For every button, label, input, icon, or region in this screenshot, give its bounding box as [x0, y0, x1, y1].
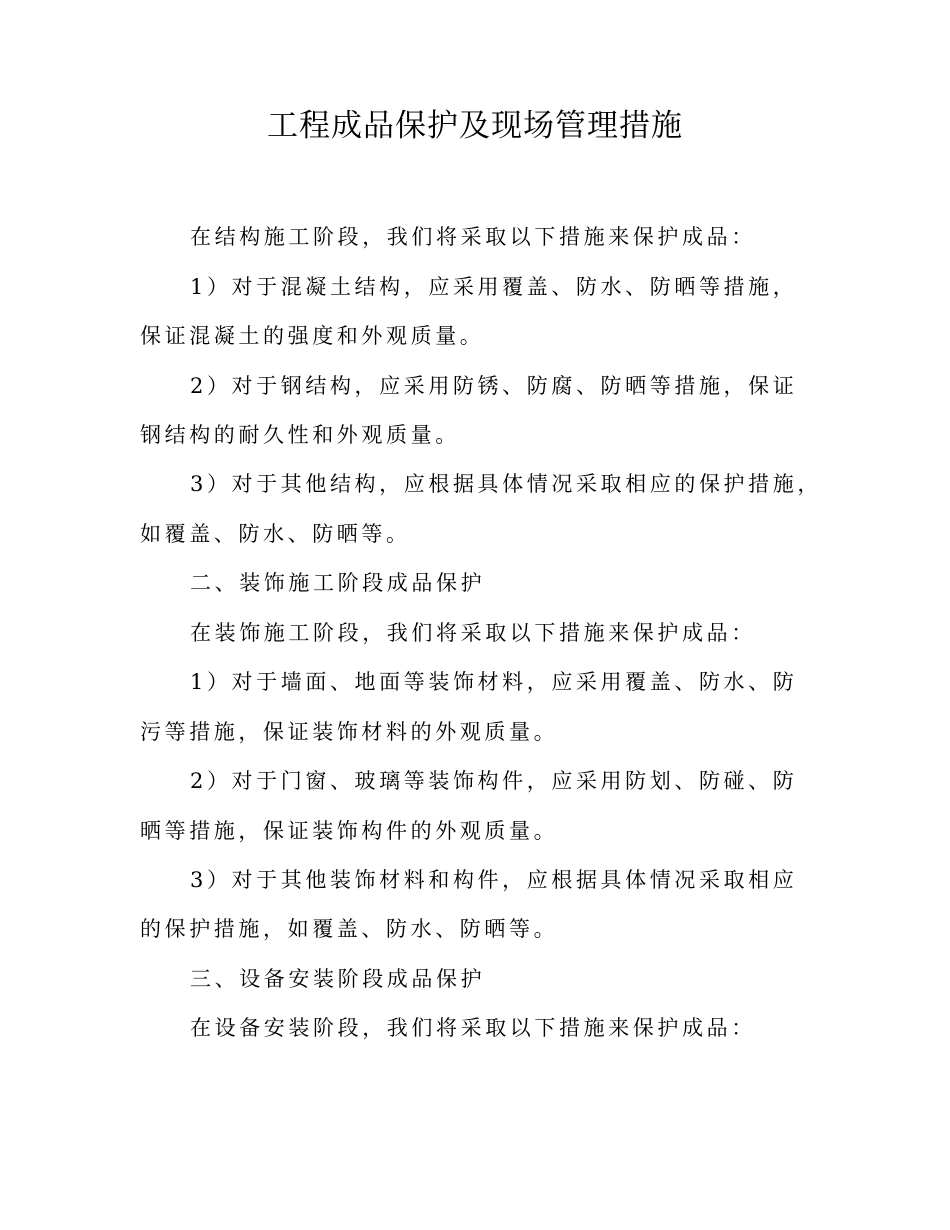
paragraph-line: 钢结构的耐久性和外观质量。: [140, 423, 460, 447]
section-heading: 三、设备安装阶段成品保护: [190, 967, 486, 991]
paragraph-line: 2）对于钢结构，应采用防锈、防腐、防晒等措施，保证: [190, 374, 798, 398]
paragraph-line: 3）对于其他装饰材料和构件，应根据具体情况采取相应: [190, 868, 798, 892]
paragraph-line: 如覆盖、防水、防晒等。: [140, 522, 411, 546]
paragraph-line: 在设备安装阶段，我们将采取以下措施来保护成品：: [190, 1016, 756, 1040]
paragraph-line: 在结构施工阶段，我们将采取以下措施来保护成品：: [190, 225, 756, 249]
paragraph-line: 保证混凝土的强度和外观质量。: [140, 324, 485, 348]
paragraph-line: 1）对于墙面、地面等装饰材料，应采用覆盖、防水、防: [190, 670, 798, 694]
paragraph-line: 1）对于混凝土结构，应采用覆盖、防水、防晒等措施，: [190, 275, 798, 299]
paragraph-line: 晒等措施，保证装饰构件的外观质量。: [140, 819, 559, 843]
paragraph-line: 3）对于其他结构，应根据具体情况采取相应的保护措施，: [190, 472, 822, 496]
document-title: 工程成品保护及现场管理措施: [267, 108, 683, 144]
paragraph-line: 在装饰施工阶段，我们将采取以下措施来保护成品：: [190, 621, 756, 645]
paragraph-line: 污等措施，保证装饰材料的外观质量。: [140, 720, 559, 744]
paragraph-line: 的保护措施，如覆盖、防水、防晒等。: [140, 917, 559, 941]
paragraph-line: 2）对于门窗、玻璃等装饰构件，应采用防划、防碰、防: [190, 769, 798, 793]
section-heading: 二、装饰施工阶段成品保护: [190, 571, 486, 595]
